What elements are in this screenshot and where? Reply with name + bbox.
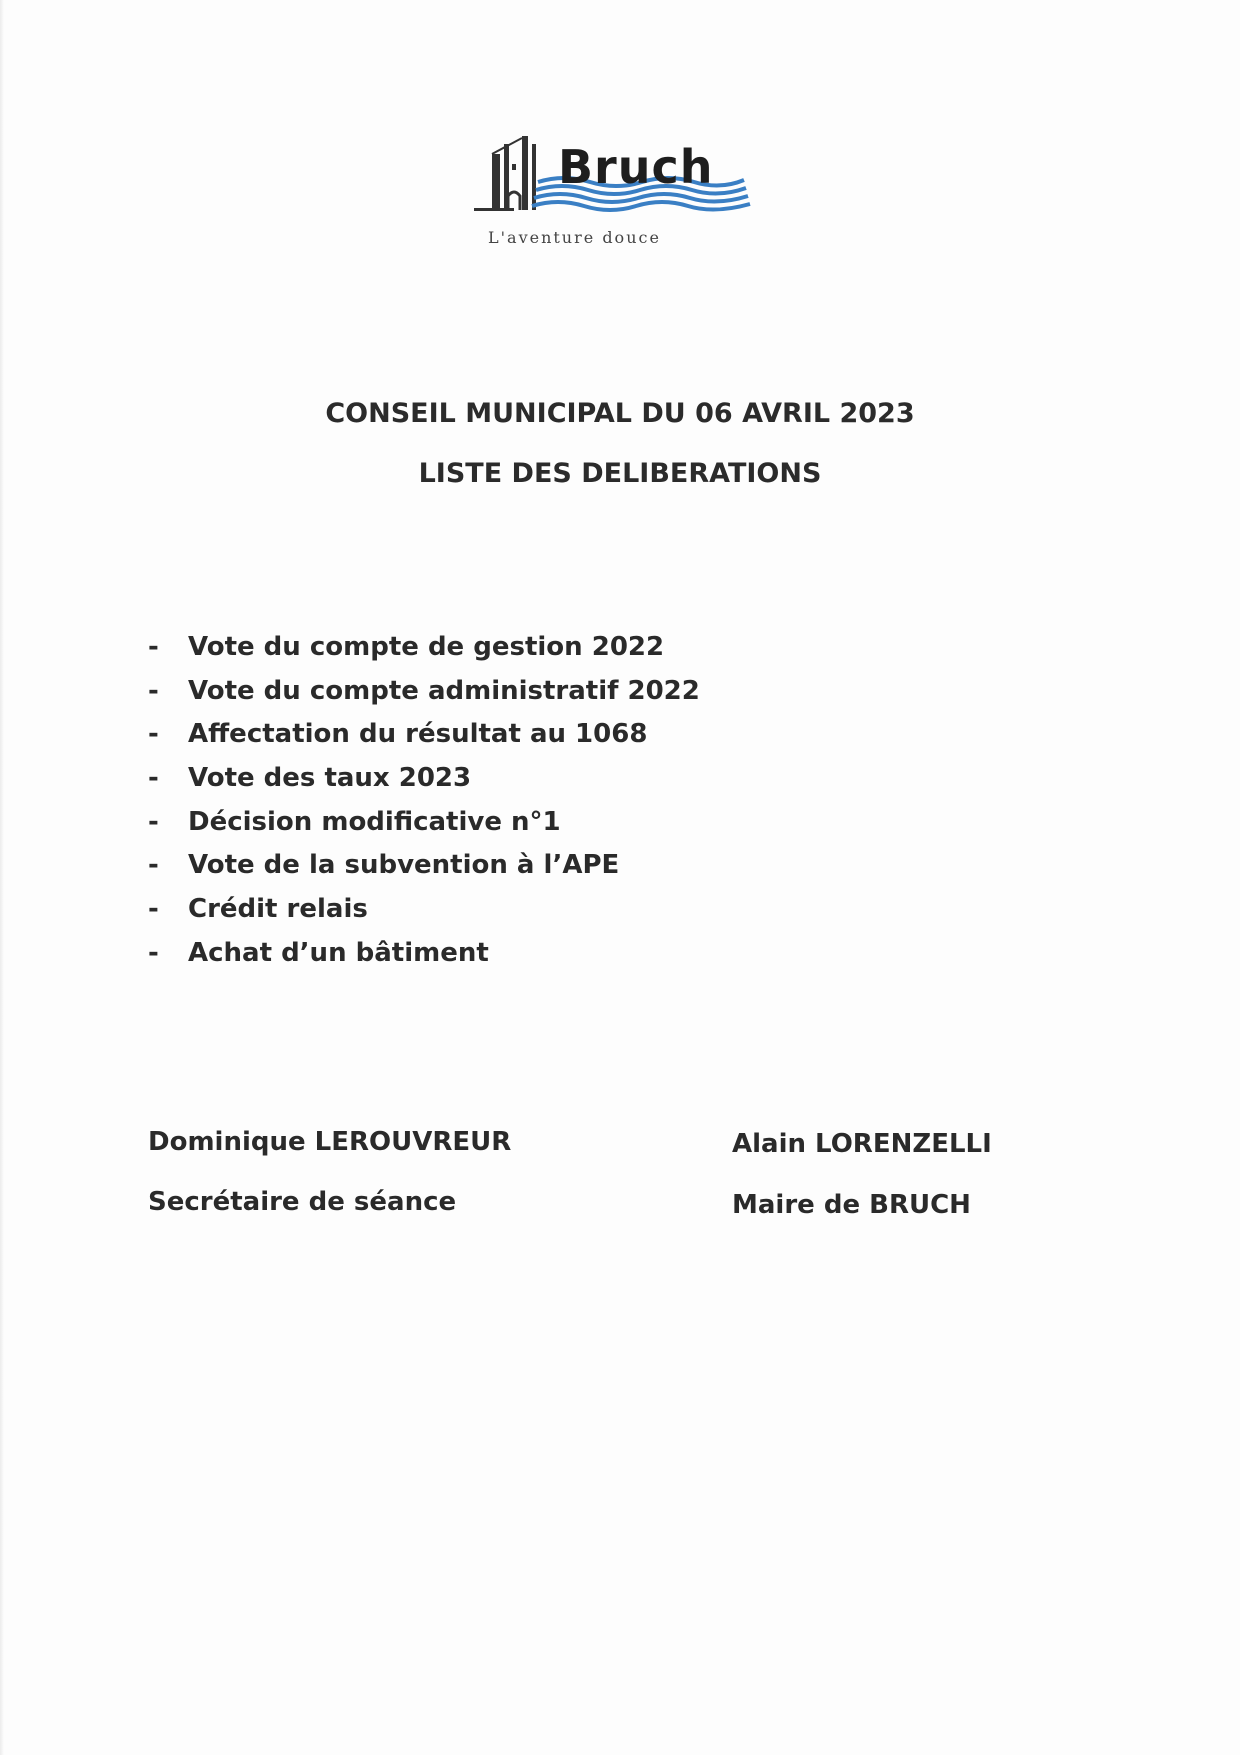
list-item bbox=[148, 765, 948, 809]
bruch-logo bbox=[474, 130, 774, 260]
deliberation-text: Achat d’un bâtiment bbox=[188, 937, 489, 968]
list-bullet: - bbox=[148, 675, 159, 706]
list-bullet: - bbox=[148, 894, 159, 925]
list-bullet: - bbox=[148, 632, 159, 662]
document-subtitle: LISTE DES DELIBERATIONS bbox=[418, 458, 822, 489]
deliberation-text: Décision modificative n°1 bbox=[188, 806, 561, 837]
mayor-name: Alain LORENZELLI bbox=[732, 1129, 992, 1159]
deliberation-text: Affectation du résultat au 1068 bbox=[188, 719, 648, 750]
list-item bbox=[148, 675, 948, 722]
mayor-role: Maire de BRUCH bbox=[732, 1190, 971, 1220]
list-bullet: - bbox=[148, 937, 159, 968]
deliberation-text: Crédit relais bbox=[188, 894, 368, 925]
scan-edge bbox=[0, 0, 4, 1755]
list-bullet: - bbox=[148, 719, 159, 750]
list-item bbox=[148, 721, 948, 765]
list-item bbox=[148, 806, 948, 853]
list-item bbox=[148, 937, 948, 984]
list-item bbox=[148, 896, 948, 940]
document-title: CONSEIL MUNICIPAL DU 06 AVRIL 2023 bbox=[325, 398, 915, 429]
secretary-role: Secrétaire de séance bbox=[148, 1187, 457, 1217]
secretary-name: Dominique LEROUVREUR bbox=[148, 1127, 512, 1157]
list-item bbox=[148, 852, 948, 896]
deliberation-list bbox=[148, 634, 948, 984]
deliberation-text: Vote du compte administratif 2022 bbox=[188, 675, 700, 706]
deliberation-text: Vote des taux 2023 bbox=[188, 763, 472, 794]
logo-tagline: L'aventure douce bbox=[488, 228, 661, 247]
logo-wordmark: Bruch bbox=[558, 140, 714, 194]
list-bullet: - bbox=[148, 763, 159, 794]
list-bullet: - bbox=[148, 850, 159, 881]
deliberation-text: Vote du compte de gestion 2022 bbox=[188, 632, 665, 662]
deliberation-text: Vote de la subvention à l’APE bbox=[188, 850, 620, 881]
list-bullet: - bbox=[148, 806, 159, 837]
list-item bbox=[148, 634, 948, 678]
